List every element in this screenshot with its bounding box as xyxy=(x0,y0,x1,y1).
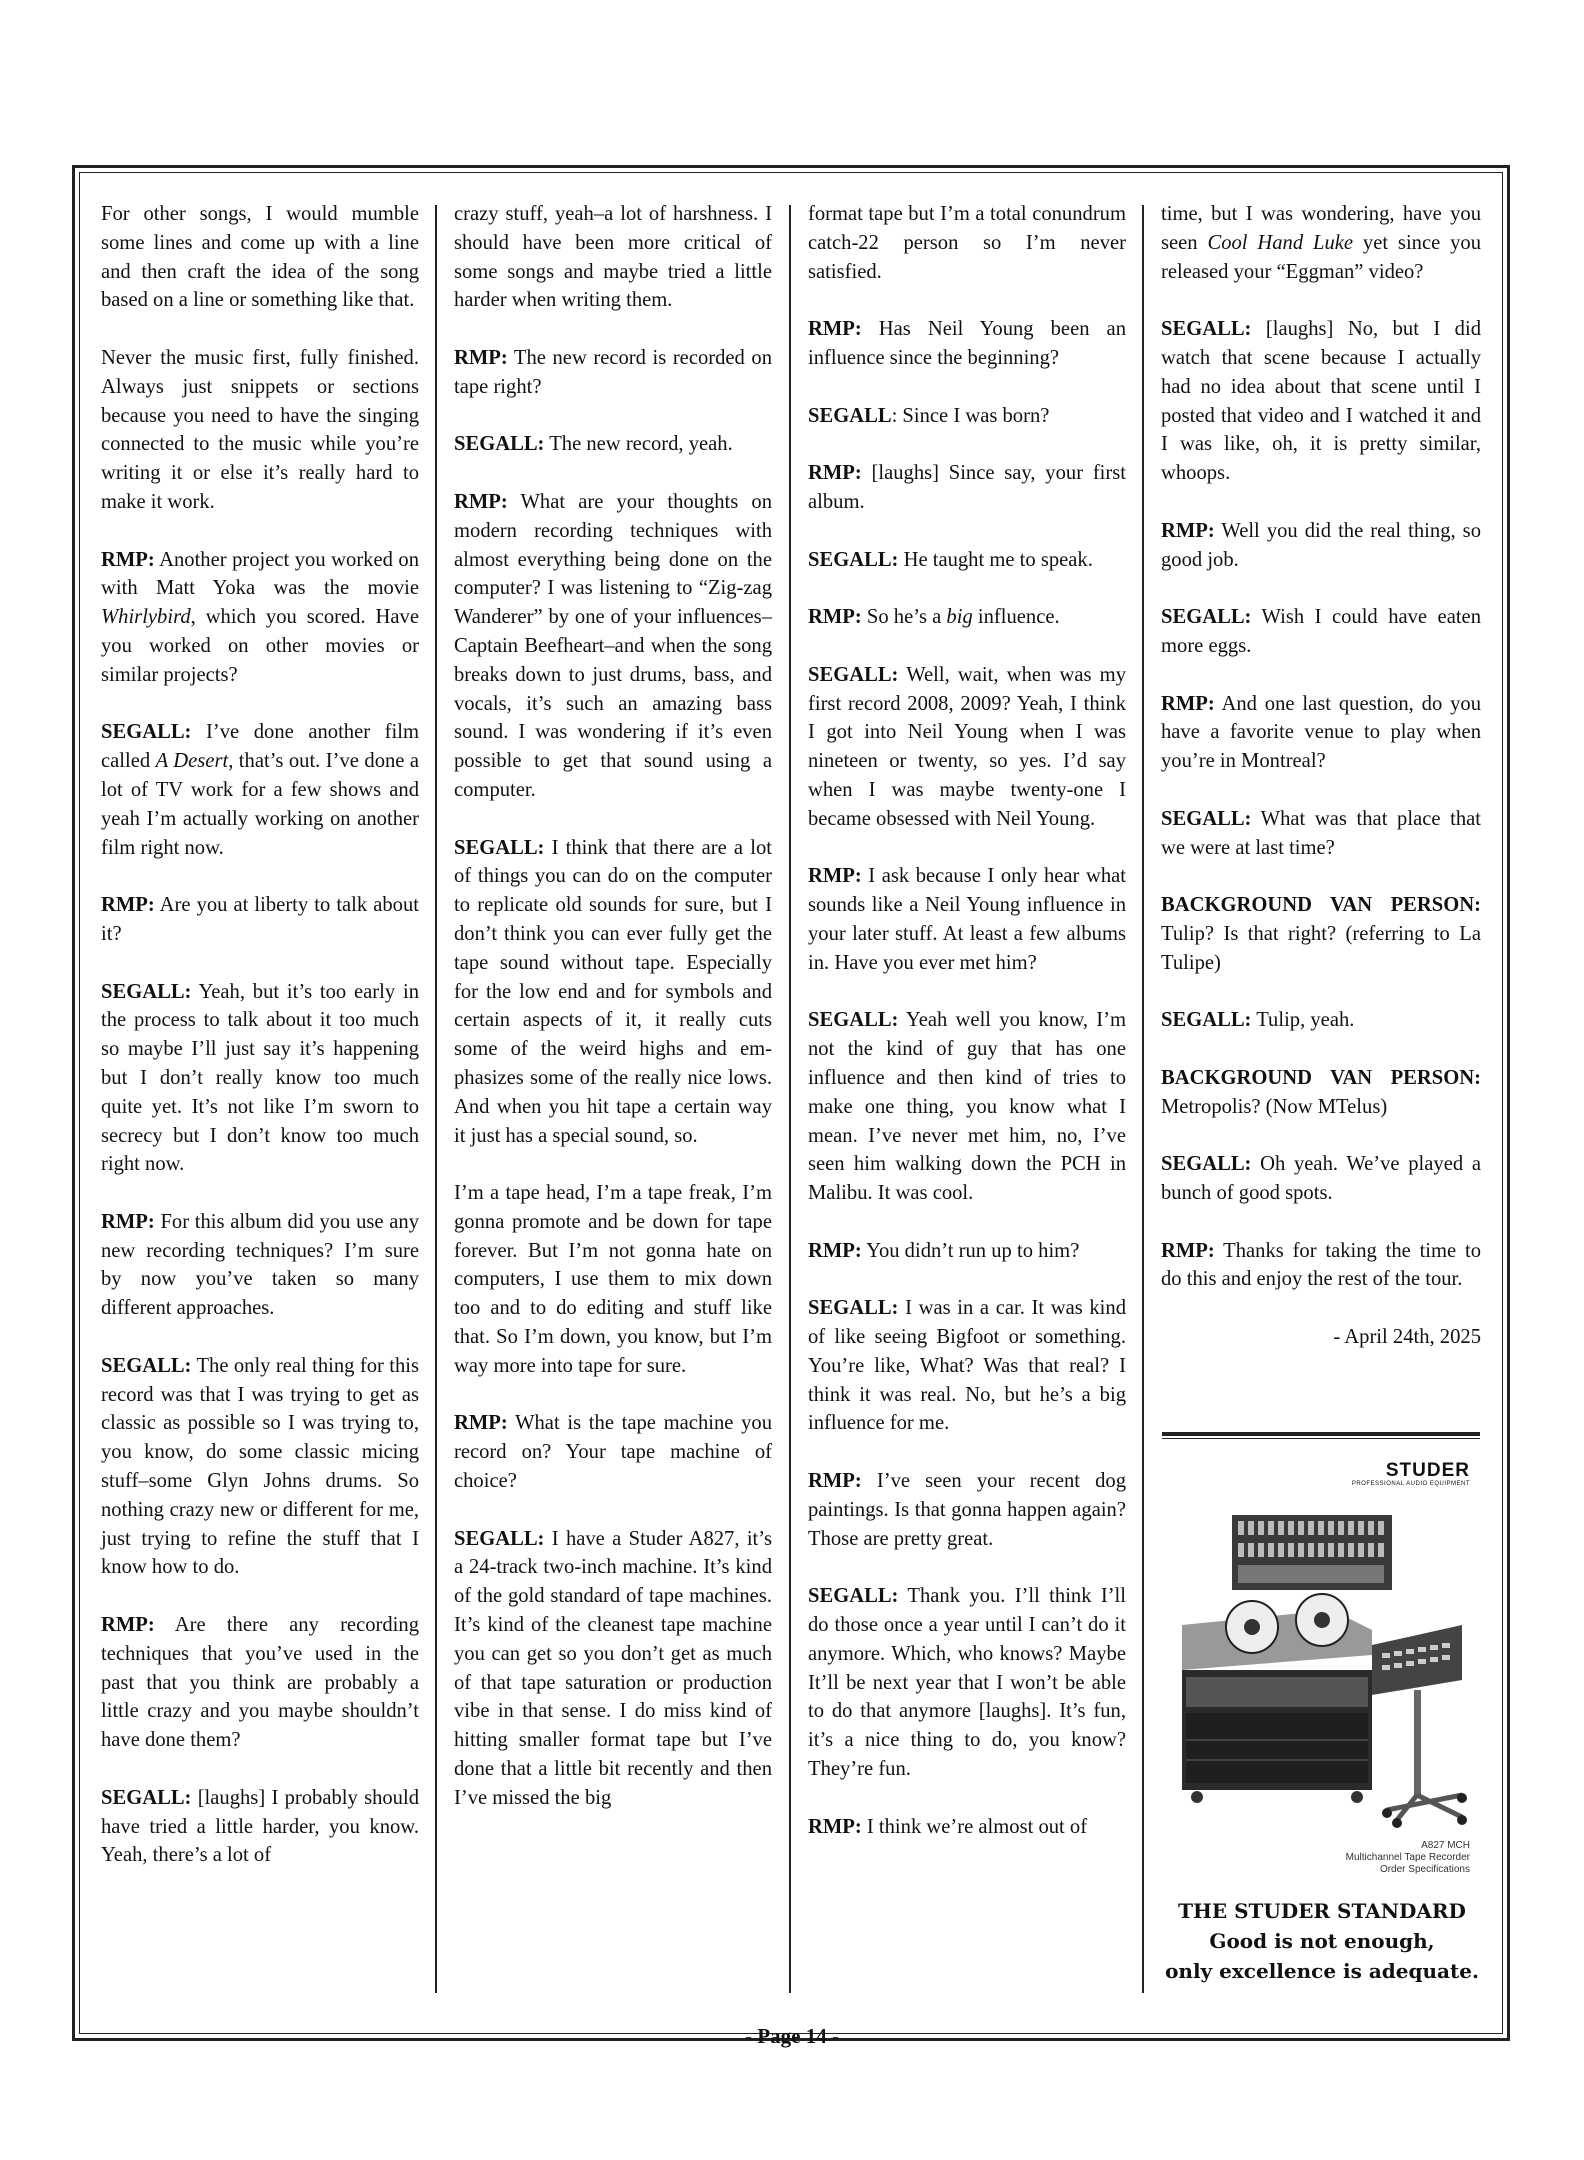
paragraph xyxy=(808,546,1126,575)
speaker-label: SEGALL: xyxy=(1161,1009,1252,1032)
paragraph xyxy=(101,1784,419,1870)
paragraph xyxy=(1161,690,1481,776)
speaker-label: RMP: xyxy=(808,1239,862,1262)
paragraph xyxy=(454,1179,772,1381)
ad-model-specs: Order Specifications xyxy=(1379,1864,1470,1875)
paragraph xyxy=(101,546,419,690)
paragraph-text: I think that there are a lot of things you can do on the computer to replicate old sounds for sure, but I don’t think you can ever fully get the tape sound without tape. Especially for the low end and for symbols and certain aspects of it, it really cuts some of the weird highs and emphasizes some of the really nice lows. And when you hit tape a certain way it just has a special sound, so. xyxy=(454,836,772,1147)
speaker-label: RMP: xyxy=(101,548,155,571)
paragraph xyxy=(1161,1150,1481,1208)
ad-divider xyxy=(1162,1432,1480,1436)
speaker-label: SEGALL: xyxy=(101,721,192,744)
paragraph xyxy=(1161,1064,1481,1122)
paragraph-text: , that’s out. I’ve done a lot of TV work for a few shows and yeah I’m actually working on another film right now. xyxy=(101,750,420,859)
ad-tagline-title: THE STUDER STANDARD xyxy=(1178,1899,1466,1923)
paragraph xyxy=(1161,1237,1481,1295)
paragraph-text: , which you scored. Have you worked on other movies or similar projects? xyxy=(101,606,419,686)
paragraph-text: Never the music first, fully finished. Always just snippets or sections because you need to have the singing connected to the music while you’re writing it or else it’s really hard to make it work. xyxy=(101,346,419,513)
paragraph-text: I was in a car. It was kind of like seeing Bigfoot or something. You’re like, What? Was that real? I think it was real. No, but he’s a big influence for me. xyxy=(808,1297,1126,1435)
speaker-label: RMP: xyxy=(101,1210,155,1233)
ad-tagline-line2: Good is not enough, xyxy=(1209,1929,1435,1953)
paragraph-text: He taught me to speak. xyxy=(898,548,1093,571)
paragraph-text: I think we’re almost out of xyxy=(861,1815,1088,1838)
paragraph xyxy=(101,891,419,949)
speaker-label: SEGALL: xyxy=(454,836,545,859)
paragraph-text: Well, wait, when was my first record 2008, 2009? Yeah, I think I got into Neil Young when I was nineteen or twenty, so yes. I’d say when I was maybe twenty-one I became obsessed with Neil Young. xyxy=(808,663,1126,830)
paragraph xyxy=(101,1352,419,1582)
paragraph-text: I’ve done another film called xyxy=(101,721,419,773)
column-divider xyxy=(1142,205,1144,1993)
paragraph-text: : Since I was born? xyxy=(891,404,1050,427)
paragraph-text: time, but I was wondering, have you seen xyxy=(1161,203,1481,254)
paragraph-text: I’ve seen your recent dog paintings. Is that gonna happen again? Those are pretty great. xyxy=(808,1470,1126,1550)
paragraph-text: Wish I could have eaten more eggs. xyxy=(1161,606,1481,657)
paragraph xyxy=(101,1611,419,1755)
paragraph xyxy=(808,862,1126,977)
paragraph-text: Tulip? Is that right? (referring to La Tulipe) xyxy=(1161,922,1481,974)
paragraph xyxy=(808,459,1126,517)
paragraph xyxy=(808,315,1126,373)
ad-model-info xyxy=(1346,1840,1470,1876)
column-divider xyxy=(789,205,791,1993)
paragraph xyxy=(1161,805,1481,863)
paragraph-text: For other songs, I would mumble some lines and come up with a line and then craft the idea of the song based on a line or something like that. xyxy=(101,203,419,312)
paragraph xyxy=(808,1467,1126,1553)
ad-divider-thin xyxy=(1162,1438,1480,1439)
paragraph-text: And one last question, do you have a favorite venue to play when you’re in Montreal? xyxy=(1161,692,1481,773)
speaker-label: SEGALL: xyxy=(101,980,192,1003)
paragraph-text: I have a Studer A827, it’s a 24-track two-inch machine. It’s kind of the gold standard of tape machines. It’s kind of the cleanest tape machine you can get so you don’t get as much of that tape saturation or production vibe in that sense. I do miss kind of hitting smaller format tape but I’ve done that a little bit recently and then I’ve missed the big xyxy=(454,1527,772,1809)
paragraph-text: crazy stuff, yeah–a lot of harshness. I should have been more critical of some songs and maybe tried a little harder when writing them. xyxy=(454,203,772,312)
speaker-label: RMP: xyxy=(1161,1239,1215,1262)
ad-model-description: Multichannel Tape Recorder xyxy=(1345,1852,1470,1863)
paragraph-text: The new record, yeah. xyxy=(544,433,733,456)
italic-title: Whirlybird xyxy=(101,606,191,629)
paragraph xyxy=(101,344,419,517)
paragraph xyxy=(808,402,1126,431)
paragraph xyxy=(101,1208,419,1323)
column-divider xyxy=(435,205,437,1993)
speaker-label: SEGALL: xyxy=(808,1585,899,1608)
paragraph-text: [laughs] Since say, your first album. xyxy=(808,462,1126,513)
tape-recorder-illustration xyxy=(1172,1505,1472,1835)
speaker-label: SEGALL: xyxy=(1161,1153,1252,1176)
studer-logo: STUDER xyxy=(1385,1460,1470,1481)
italic-title: Cool Hand Luke xyxy=(1207,231,1354,254)
speaker-label: RMP: xyxy=(808,865,862,888)
italic-title: big xyxy=(946,606,973,629)
speaker-label: SEGALL: xyxy=(808,663,899,686)
speaker-label: SEGALL: xyxy=(101,1786,192,1809)
paragraph-text: [laughs] I probably should have tried a little harder, you know. Yeah, there’s a lot of xyxy=(101,1786,419,1867)
speaker-label: RMP: xyxy=(808,318,862,341)
paragraph xyxy=(1161,315,1481,488)
speaker-label: BACKGROUND VAN PERSON: xyxy=(1161,1066,1481,1089)
paragraph xyxy=(808,603,1126,632)
text-column-1 xyxy=(101,200,419,2000)
speaker-label: RMP: xyxy=(808,1470,862,1493)
paragraph xyxy=(1161,200,1481,286)
paragraph-text: Metropolis? (Now MTelus) xyxy=(1161,1095,1388,1118)
paragraph-text: The only real thing for this record was that I was trying to get as classic as possible so I was trying to, you know, do some classic micing stuff–some Glyn Johns drums. So nothing crazy new or different for me, just trying to refine the stuff that I know how to do. xyxy=(101,1354,419,1579)
paragraph-text: yet since you released your “Eggman” video? xyxy=(1161,231,1481,283)
speaker-label: RMP: xyxy=(1161,692,1215,715)
paragraph xyxy=(101,200,419,315)
speaker-label: SEGALL: xyxy=(101,1354,192,1377)
paragraph xyxy=(454,1525,772,1813)
paragraph-text: format tape but I’m a total conundrum catch-22 person so I’m never satisfied. xyxy=(808,203,1126,283)
paragraph xyxy=(454,1409,772,1495)
speaker-label: SEGALL: xyxy=(1161,606,1252,629)
studer-logo-subtitle: PROFESSIONAL AUDIO EQUIPMENT xyxy=(1351,1481,1470,1487)
paragraph-text: What is the tape machine you record on? Your tape machine of choice? xyxy=(454,1412,772,1493)
speaker-label: SEGALL: xyxy=(454,1527,545,1550)
speaker-label: RMP: xyxy=(454,490,508,513)
paragraph-text: Another project you worked on with Matt Yoka was the movie xyxy=(101,548,419,600)
speaker-label: SEGALL: xyxy=(454,433,545,456)
paragraph xyxy=(808,1237,1126,1266)
speaker-label: RMP: xyxy=(1161,519,1215,542)
speaker-label: SEGALL: xyxy=(808,1297,899,1320)
paragraph xyxy=(808,1294,1126,1438)
paragraph-text: Are there any recording techniques that you’ve used in the past that you think are probably a little crazy and you maybe shouldn’t have done them? xyxy=(101,1614,419,1752)
studer-advertisement xyxy=(1162,1445,1480,1895)
paragraph xyxy=(454,488,772,805)
paragraph-text: So he’s a xyxy=(861,606,947,629)
paragraph-text: [laughs] No, but I did watch that scene because I actually had no idea about that scene until I posted that video and I watched it and I was like, oh, it is pretty similar, whoops. xyxy=(1161,318,1481,485)
paragraph xyxy=(101,718,419,862)
paragraph-text: You didn’t run up to him? xyxy=(861,1239,1080,1262)
speaker-label: RMP: xyxy=(454,1412,508,1435)
paragraph xyxy=(1161,517,1481,575)
paragraph-text: Thank you. I’ll think I’ll do those once a year until I can’t do it anymore. Which, who knows? Maybe It’ll be next year that I won’t be able to do that anymore [laughs]. It’s fun, it’s a nice thing to do, you know? They’re fun. xyxy=(808,1585,1126,1781)
speaker-label: SEGALL: xyxy=(1161,807,1252,830)
paragraph-text: Thanks for taking the time to do this and enjoy the rest of the tour. xyxy=(1161,1239,1481,1291)
paragraph xyxy=(808,1813,1126,1842)
paragraph-text: Yeah well you know, I’m not the kind of guy that has one influence and then kind of tries to make one thing, you know what I mean. I’ve never met him, no, I’ve seen him walking down the PCH in Malibu. It was cool. xyxy=(808,1009,1126,1205)
paragraph xyxy=(454,200,772,315)
paragraph-text: The new record is recorded on tape right? xyxy=(454,346,772,398)
paragraph-text: What are your thoughts on modern recording techniques with almost everything being done on the computer? I was listening to “Zig-zag Wanderer” by one of your influences–Captain Beefheart–and when the song breaks down to just drums, bass, and vocals, it’s such an amazing bass sound. I was wondering if it’s even possible to get that sound using a computer. xyxy=(454,490,772,801)
paragraph-text: Are you at liberty to talk about it? xyxy=(101,894,419,945)
speaker-label: RMP: xyxy=(101,894,155,917)
paragraph-text: Tulip, yeah. xyxy=(1251,1009,1355,1032)
paragraph xyxy=(808,661,1126,834)
paragraph xyxy=(454,344,772,402)
page-number: - Page 14 - xyxy=(745,2024,839,2048)
paragraph xyxy=(808,1582,1126,1784)
paragraph xyxy=(454,430,772,459)
speaker-label: RMP: xyxy=(808,462,862,485)
speaker-label: SEGALL xyxy=(808,404,892,427)
speaker-label: BACKGROUND VAN PERSON: xyxy=(1161,894,1481,917)
text-column-3 xyxy=(808,200,1126,2000)
ad-model-name: A827 MCH xyxy=(1421,1840,1470,1851)
italic-title: A Desert xyxy=(155,750,229,773)
paragraph-text: Has Neil Young been an influence since the beginning? xyxy=(808,318,1126,369)
paragraph xyxy=(1161,891,1481,977)
paragraph-text: For this album did you use any new recording techniques? I’m sure by now you’ve taken so many different approaches. xyxy=(101,1210,419,1320)
paragraph-text: I’m a tape head, I’m a tape freak, I’m gonna promote and be down for tape forever. But I’m not gonna hate on computers, I use them to mix down too and to do editing and stuff like that. So I’m down, you know, but I’m way more into tape for sure. xyxy=(454,1182,772,1377)
text-column-2 xyxy=(454,200,772,2000)
paragraph-text: What was that place that we were at last time? xyxy=(1161,807,1481,859)
paragraph xyxy=(808,1006,1126,1208)
interview-date: - April 24th, 2025 xyxy=(1333,1326,1481,1349)
paragraph-text: influence. xyxy=(972,606,1060,629)
paragraph xyxy=(101,978,419,1180)
paragraph xyxy=(1161,603,1481,661)
speaker-label: SEGALL: xyxy=(808,1009,899,1032)
speaker-label: RMP: xyxy=(454,346,508,369)
speaker-label: SEGALL: xyxy=(808,548,899,571)
ad-tagline-line3: only excellence is adequate. xyxy=(1165,1959,1479,1983)
paragraph-text: Oh yeah. We’ve played a bunch of good spots. xyxy=(1161,1153,1481,1205)
paragraph xyxy=(808,200,1126,286)
paragraph xyxy=(454,834,772,1151)
speaker-label: RMP: xyxy=(808,606,862,629)
speaker-label: RMP: xyxy=(101,1614,155,1637)
ad-tagline xyxy=(1162,1896,1482,1986)
speaker-label: RMP: xyxy=(808,1815,862,1838)
paragraph-text: Yeah, but it’s too early in the process to talk about it too much so maybe I’ll just say it’s happening but I don’t really know too much quite yet. It’s not like I’m sworn to secrecy but I don’t know too much right now. xyxy=(101,980,419,1176)
paragraph-text: I ask because I only hear what sounds like a Neil Young influence in your later stuff. At least a few albums in. Have you ever met him? xyxy=(808,865,1126,974)
paragraph xyxy=(1161,1006,1481,1035)
paragraph-text: Well you did the real thing, so good job. xyxy=(1161,519,1481,571)
speaker-label: SEGALL: xyxy=(1161,318,1252,341)
